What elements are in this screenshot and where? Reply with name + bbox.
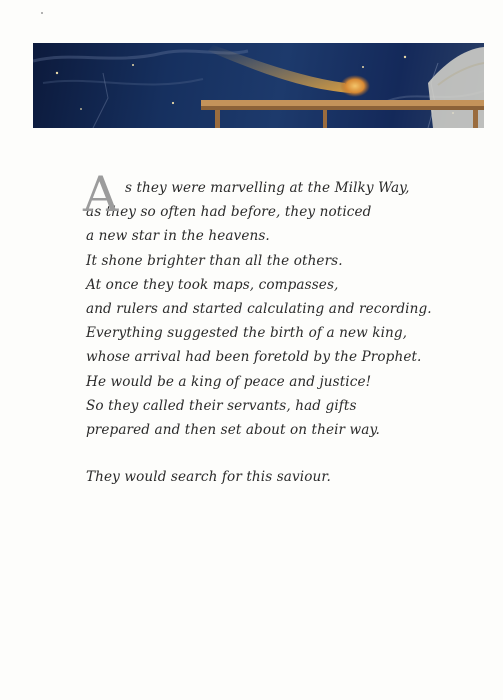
- banner-illustration: [33, 43, 484, 128]
- comet-head: [340, 75, 370, 97]
- first-line-text: s they were marvelling at the Milky Way,: [125, 180, 410, 196]
- story-line: prepared and then set about on their way.: [86, 421, 380, 438]
- story-line: whose arrival had been foretold by the Prophet.: [86, 349, 422, 366]
- story-line: and rulers and started calculating and recording.: [86, 300, 432, 317]
- story-line: He would be a king of peace and justice!: [86, 373, 372, 390]
- paragraph-gap: [86, 442, 466, 465]
- table-leg: [215, 110, 220, 128]
- sky-streak: [43, 79, 203, 85]
- story-line: a new star in the heavens.: [86, 228, 270, 245]
- story-closing-line: They would search for this saviour.: [86, 469, 331, 486]
- story-line: as they so often had before, they noticed: [86, 204, 372, 221]
- story-line: Everything suggested the birth of a new king,: [86, 325, 408, 342]
- night-sky-with-comet-illustration: [33, 43, 484, 128]
- story-line: At once they took maps, compasses,: [86, 276, 339, 293]
- table-leg: [473, 110, 478, 128]
- table-leg: [323, 110, 327, 128]
- comet-tail: [208, 45, 351, 93]
- table-edge: [201, 106, 484, 110]
- table-top: [201, 100, 484, 106]
- story-line: It shone brighter than all the others.: [86, 252, 343, 269]
- story-text: [83, 166, 466, 489]
- story-line: So they called their servants, had gifts: [86, 397, 357, 414]
- page-mark: [41, 12, 43, 14]
- drop-cap: A: [83, 166, 119, 223]
